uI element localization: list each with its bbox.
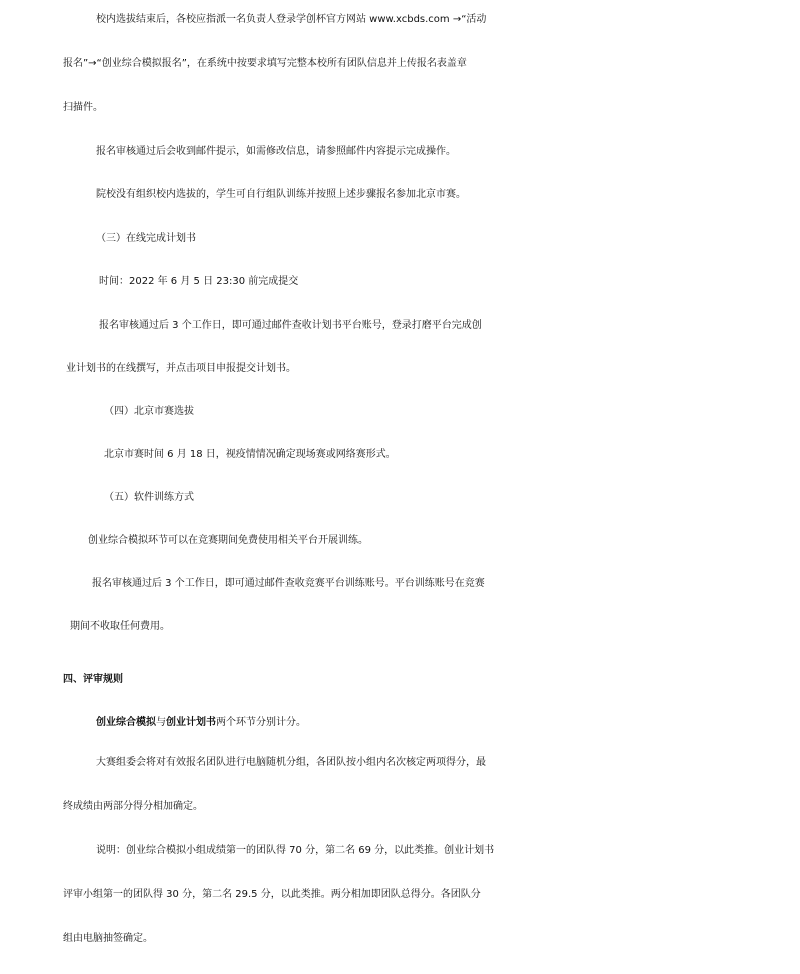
paragraph-line: 报名审核通过后 3 个工作日，即可通过邮件查收竞赛平台训练账号。平台训练账号在竞赛: [92, 578, 485, 589]
paragraph-line: 期间不收取任何费用。: [70, 621, 170, 632]
paragraph-line: 院校没有组织校内选拔的，学生可自行组队训练并按照上述步骤报名参加北京市赛。: [96, 189, 466, 200]
paragraph-line: 创业综合模拟环节可以在竞赛期间免费使用相关平台开展训练。: [88, 535, 368, 546]
scoring-line-tail: 两个环节分别计分。: [216, 717, 306, 728]
section-subheading: （五）软件训练方式: [104, 492, 194, 503]
scoring-line: [96, 712, 800, 734]
section-subheading: （三）在线完成计划书: [96, 233, 196, 244]
paragraph-line: 北京市赛时间 6 月 18 日，视疫情情况确定现场赛或网络赛形式。: [104, 449, 396, 460]
paragraph-line: 扫描件。: [63, 102, 103, 113]
paragraph-line: 报名”→“创业综合模拟报名”，在系统中按要求填写完整本校所有团队信息并上传报名表盖章: [63, 58, 467, 69]
paragraph-line: 组由电脑抽签确定。: [63, 933, 153, 944]
term-business-plan: 创业计划书: [166, 717, 216, 728]
paragraph-line: 大赛组委会将对有效报名团队进行电脑随机分组，各团队按小组内名次核定两项得分，最: [96, 757, 486, 768]
conjunction: 与: [156, 717, 166, 728]
paragraph-line: 报名审核通过后 3 个工作日，即可通过邮件查收计划书平台账号，登录打磨平台完成创: [99, 320, 482, 331]
paragraph-line: 时间：2022 年 6 月 5 日 23:30 前完成提交: [99, 276, 299, 287]
paragraph-line: 说明：创业综合模拟小组成绩第一的团队得 70 分，第二名 69 分，以此类推。创业计划书: [96, 845, 495, 856]
section-subheading: （四）北京市赛选拔: [104, 406, 194, 417]
paragraph-line: 校内选拔结束后，各校应指派一名负责人登录学创杯官方网站 www.xcbds.com →“活动: [96, 14, 487, 25]
paragraph-line: 终成绩由两部分得分相加确定。: [63, 801, 203, 812]
paragraph-line: 业计划书的在线撰写，并点击项目申报提交计划书。: [66, 363, 296, 374]
section-heading: 四、评审规则: [63, 674, 123, 685]
paragraph-line: 评审小组第一的团队得 30 分，第二名 29.5 分，以此类推。两分相加即团队总得分。各团队分: [63, 889, 481, 900]
paragraph-line: 报名审核通过后会收到邮件提示，如需修改信息，请参照邮件内容提示完成操作。: [96, 146, 456, 157]
term-startup-simulation: 创业综合模拟: [96, 717, 156, 728]
